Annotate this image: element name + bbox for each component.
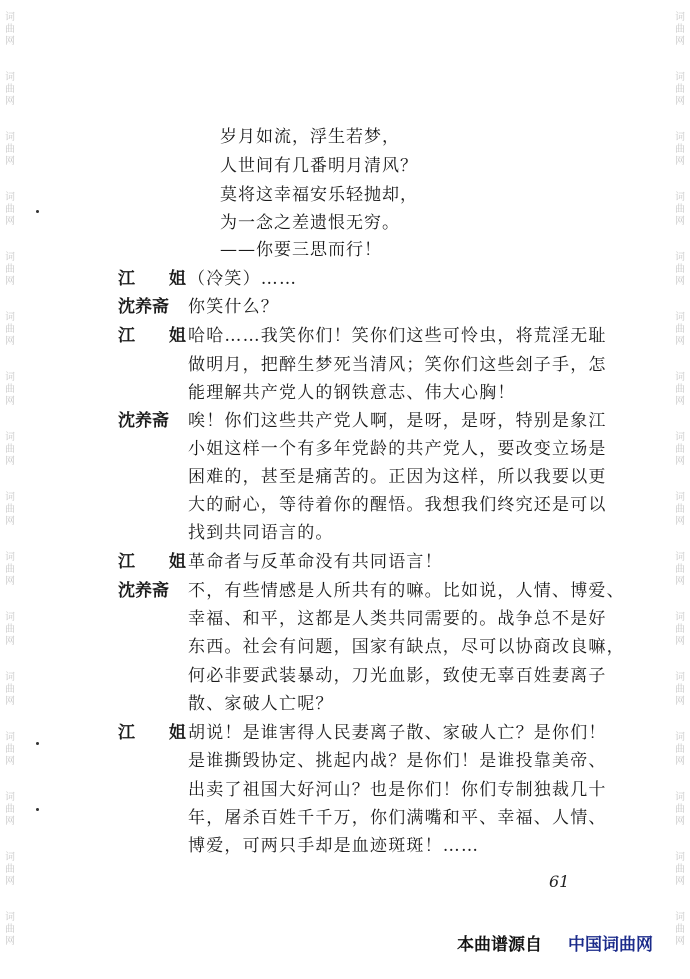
- watermark-char: 网: [5, 36, 15, 47]
- watermark-char: 词: [675, 732, 685, 743]
- watermark-char: 网: [675, 456, 685, 467]
- watermark-char: 词: [675, 72, 685, 83]
- verse-line: 岁月如流，浮生若梦，: [220, 127, 400, 147]
- watermark-char: 曲: [675, 564, 685, 575]
- dialogue-line: 博爱，可两只手却是血迹斑斑！……: [188, 836, 480, 856]
- watermark-char: 网: [5, 816, 15, 827]
- scan-speck: [36, 808, 39, 811]
- watermark-char: 网: [675, 696, 685, 707]
- watermark-char: 曲: [5, 744, 15, 755]
- dialogue-line: 散、家破人亡呢？: [188, 694, 334, 714]
- watermark-char: 曲: [5, 624, 15, 635]
- watermark-group: [1, 0, 19, 60]
- watermark-char: 网: [675, 336, 685, 347]
- watermark-char: 曲: [675, 384, 685, 395]
- watermark-char: 网: [675, 276, 685, 287]
- watermark-group: [671, 720, 689, 780]
- watermark-char: 词: [5, 312, 15, 323]
- dialogue-line: 胡说！是谁害得人民妻离子散、家破人亡？是你们！: [188, 723, 607, 743]
- watermark-column-right: [671, 0, 689, 960]
- watermark-char: 曲: [675, 864, 685, 875]
- watermark-char: 网: [5, 216, 15, 227]
- watermark-char: 词: [675, 312, 685, 323]
- watermark-group: [1, 120, 19, 180]
- dialogue-line: 困难的，甚至是痛苦的。正因为这样，所以我要以更: [188, 467, 607, 487]
- watermark-char: 网: [5, 576, 15, 587]
- watermark-char: 曲: [675, 624, 685, 635]
- watermark-char: 网: [5, 276, 15, 287]
- watermark-char: 词: [5, 792, 15, 803]
- page-number: 61: [549, 872, 570, 891]
- watermark-group: [671, 480, 689, 540]
- watermark-char: 曲: [675, 924, 685, 935]
- watermark-char: 词: [675, 192, 685, 203]
- watermark-char: 网: [5, 396, 15, 407]
- speaker-name: 江 姐: [118, 552, 200, 572]
- watermark-char: 词: [675, 252, 685, 263]
- watermark-group: [671, 660, 689, 720]
- watermark-group: [1, 480, 19, 540]
- watermark-char: 网: [5, 516, 15, 527]
- watermark-char: 网: [5, 336, 15, 347]
- watermark-group: [1, 840, 19, 900]
- watermark-char: 词: [5, 732, 15, 743]
- watermark-char: 曲: [675, 144, 685, 155]
- watermark-char: 词: [5, 492, 15, 503]
- watermark-char: 词: [675, 552, 685, 563]
- watermark-char: 曲: [5, 504, 15, 515]
- watermark-char: 网: [675, 816, 685, 827]
- watermark-char: 网: [675, 96, 685, 107]
- watermark-group: [1, 240, 19, 300]
- watermark-char: 曲: [5, 264, 15, 275]
- watermark-group: [671, 780, 689, 840]
- watermark-char: 曲: [5, 384, 15, 395]
- watermark-char: 词: [5, 372, 15, 383]
- watermark-char: 曲: [5, 564, 15, 575]
- watermark-char: 词: [675, 432, 685, 443]
- watermark-char: 曲: [5, 444, 15, 455]
- watermark-char: 曲: [675, 744, 685, 755]
- dialogue-line: 出卖了祖国大好河山？也是你们！你们专制独裁几十: [188, 780, 607, 800]
- watermark-char: 网: [5, 636, 15, 647]
- watermark-char: 网: [5, 456, 15, 467]
- dialogue-line: 何必非要武装暴动，刀光血影，致使无辜百姓妻离子: [188, 666, 607, 686]
- site-link[interactable]: 中国词曲网: [568, 935, 653, 955]
- watermark-char: 词: [675, 132, 685, 143]
- watermark-group: [1, 420, 19, 480]
- watermark-group: [1, 660, 19, 720]
- watermark-char: 词: [675, 372, 685, 383]
- watermark-char: 曲: [5, 864, 15, 875]
- watermark-char: 词: [5, 12, 15, 23]
- watermark-char: 词: [5, 252, 15, 263]
- watermark-char: 词: [5, 432, 15, 443]
- watermark-char: 网: [675, 876, 685, 887]
- watermark-group: [1, 780, 19, 840]
- watermark-char: 词: [675, 912, 685, 923]
- watermark-char: 网: [5, 156, 15, 167]
- scan-speck: [36, 210, 39, 213]
- dialogue-line: 小姐这样一个有多年党龄的共产党人，要改变立场是: [188, 439, 607, 459]
- watermark-char: 词: [5, 72, 15, 83]
- verse-line: ——你要三思而行！: [220, 240, 382, 260]
- verse-line: 为一念之差遗恨无穷。: [220, 213, 400, 233]
- watermark-group: [1, 900, 19, 960]
- watermark-group: [1, 600, 19, 660]
- watermark-group: [1, 720, 19, 780]
- dialogue-line: 做明月，把醉生梦死当清风；笑你们这些刽子手，怎: [188, 355, 607, 375]
- speaker-name: 江 姐: [118, 269, 200, 289]
- watermark-char: 网: [675, 936, 685, 947]
- watermark-char: 曲: [5, 24, 15, 35]
- watermark-char: 网: [675, 396, 685, 407]
- watermark-char: 曲: [675, 444, 685, 455]
- watermark-char: 曲: [5, 924, 15, 935]
- watermark-char: 词: [675, 672, 685, 683]
- watermark-group: [1, 360, 19, 420]
- watermark-char: 网: [675, 156, 685, 167]
- speaker-name: 沈养斋: [118, 581, 169, 601]
- watermark-char: 词: [5, 192, 15, 203]
- watermark-char: 词: [5, 132, 15, 143]
- dialogue-line: 革命者与反革命没有共同语言！: [188, 552, 443, 572]
- watermark-char: 词: [675, 792, 685, 803]
- watermark-group: [1, 300, 19, 360]
- dialogue-line: 能理解共产党人的钢铁意志、伟大心胸！: [188, 383, 516, 403]
- dialogue-line: 东西。社会有问题，国家有缺点，尽可以协商改良嘛，: [188, 637, 625, 657]
- watermark-group: [671, 600, 689, 660]
- watermark-char: 词: [5, 672, 15, 683]
- watermark-char: 网: [5, 96, 15, 107]
- watermark-char: 曲: [675, 204, 685, 215]
- watermark-group: [671, 900, 689, 960]
- watermark-char: 词: [5, 852, 15, 863]
- dialogue-line: 找到共同语言的。: [188, 523, 334, 543]
- watermark-char: 曲: [675, 24, 685, 35]
- watermark-char: 网: [5, 756, 15, 767]
- watermark-char: 词: [5, 612, 15, 623]
- dialogue-line: 你笑什么？: [188, 297, 279, 317]
- watermark-column-left: [1, 0, 19, 960]
- dialogue-line: （冷笑）……: [188, 269, 298, 289]
- watermark-char: 曲: [5, 204, 15, 215]
- speaker-name: 江 姐: [118, 326, 200, 346]
- watermark-char: 曲: [5, 84, 15, 95]
- watermark-char: 词: [675, 12, 685, 23]
- watermark-group: [1, 180, 19, 240]
- watermark-group: [671, 60, 689, 120]
- watermark-char: 曲: [5, 804, 15, 815]
- watermark-char: 词: [675, 492, 685, 503]
- dialogue-line: 是谁撕毁协定、挑起内战？是你们！是谁投靠美帝、: [188, 751, 607, 771]
- watermark-char: 网: [5, 696, 15, 707]
- dialogue-line: 哈哈……我笑你们！笑你们这些可怜虫，将荒淫无耻: [188, 326, 607, 346]
- dialogue-line: 幸福、和平，这都是人类共同需要的。战争总不是好: [188, 609, 607, 629]
- watermark-char: 曲: [675, 324, 685, 335]
- source-label: 本曲谱源自: [457, 935, 542, 955]
- watermark-char: 网: [675, 516, 685, 527]
- watermark-char: 词: [5, 552, 15, 563]
- watermark-group: [671, 180, 689, 240]
- dialogue-line: 不，有些情感是人所共有的嘛。比如说，人情、博爱、: [188, 581, 625, 601]
- watermark-group: [671, 840, 689, 900]
- watermark-group: [671, 240, 689, 300]
- dialogue-line: 年，屠杀百姓千千万，你们满嘴和平、幸福、人情、: [188, 808, 607, 828]
- speaker-name: 江 姐: [118, 723, 200, 743]
- watermark-group: [1, 60, 19, 120]
- watermark-char: 曲: [675, 684, 685, 695]
- dialogue-line: 唉！你们这些共产党人啊，是呀，是呀，特别是象江: [188, 411, 607, 431]
- watermark-group: [671, 540, 689, 600]
- watermark-char: 曲: [5, 684, 15, 695]
- verse-line: 人世间有几番明月清风？: [220, 156, 418, 176]
- watermark-group: [671, 300, 689, 360]
- watermark-group: [671, 0, 689, 60]
- watermark-group: [671, 120, 689, 180]
- watermark-char: 曲: [675, 804, 685, 815]
- watermark-group: [671, 360, 689, 420]
- watermark-char: 词: [5, 912, 15, 923]
- watermark-char: 网: [675, 36, 685, 47]
- watermark-char: 曲: [5, 144, 15, 155]
- watermark-char: 词: [675, 612, 685, 623]
- watermark-char: 曲: [5, 324, 15, 335]
- scan-speck: [36, 742, 39, 745]
- watermark-group: [1, 540, 19, 600]
- watermark-group: [671, 420, 689, 480]
- watermark-char: 词: [675, 852, 685, 863]
- watermark-char: 网: [675, 576, 685, 587]
- watermark-char: 网: [675, 756, 685, 767]
- watermark-char: 网: [675, 216, 685, 227]
- watermark-char: 网: [675, 636, 685, 647]
- speaker-name: 沈养斋: [118, 411, 169, 431]
- watermark-char: 曲: [675, 84, 685, 95]
- verse-line: 莫将这幸福安乐轻抛却，: [220, 185, 418, 205]
- dialogue-line: 大的耐心，等待着你的醒悟。我想我们终究还是可以: [188, 495, 607, 515]
- watermark-char: 网: [5, 936, 15, 947]
- speaker-name: 沈养斋: [118, 297, 169, 317]
- watermark-char: 曲: [675, 504, 685, 515]
- watermark-char: 网: [5, 876, 15, 887]
- watermark-char: 曲: [675, 264, 685, 275]
